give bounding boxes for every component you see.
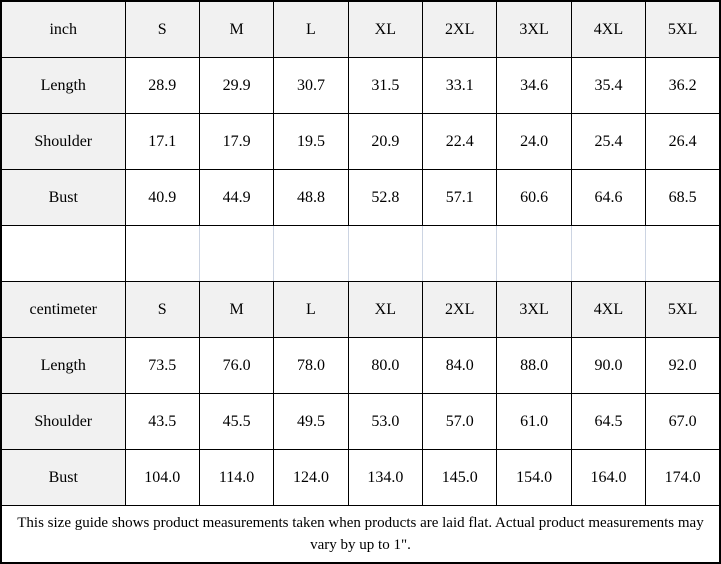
spacer-cell [125, 226, 199, 282]
measurement-value-cell: 57.0 [423, 394, 497, 450]
measurement-value-cell: 64.5 [571, 394, 645, 450]
measurement-value-cell: 49.5 [274, 394, 348, 450]
measurement-value-cell: 78.0 [274, 338, 348, 394]
measurement-row [1, 450, 720, 506]
measurement-value-cell: 53.0 [348, 394, 422, 450]
measurement-value-cell: 57.1 [423, 170, 497, 226]
size-table-body [1, 1, 720, 563]
measurement-value-cell: 90.0 [571, 338, 645, 394]
measurement-value-cell: 33.1 [423, 58, 497, 114]
measurement-value-cell: 76.0 [199, 338, 273, 394]
spacer-cell [497, 226, 571, 282]
measurement-row [1, 58, 720, 114]
measurement-value-cell: 80.0 [348, 338, 422, 394]
measurement-value-cell: 67.0 [646, 394, 720, 450]
spacer-cell [571, 226, 645, 282]
size-header-cell: 2XL [423, 282, 497, 338]
spacer-cell [423, 226, 497, 282]
measurement-value-cell: 26.4 [646, 114, 720, 170]
size-header-cell: 3XL [497, 1, 571, 58]
measurement-value-cell: 164.0 [571, 450, 645, 506]
measurement-value-cell: 29.9 [199, 58, 273, 114]
measurement-value-cell: 20.9 [348, 114, 422, 170]
measurement-value-cell: 114.0 [199, 450, 273, 506]
size-header-cell: XL [348, 1, 422, 58]
measurement-value-cell: 19.5 [274, 114, 348, 170]
measurement-value-cell: 24.0 [497, 114, 571, 170]
size-header-cell: M [199, 1, 273, 58]
measurement-value-cell: 34.6 [497, 58, 571, 114]
measurement-value-cell: 17.1 [125, 114, 199, 170]
unit-label-cell: inch [1, 1, 125, 58]
measurement-value-cell: 25.4 [571, 114, 645, 170]
measurement-value-cell: 134.0 [348, 450, 422, 506]
measurement-value-cell: 17.9 [199, 114, 273, 170]
measurement-value-cell: 60.6 [497, 170, 571, 226]
measurement-value-cell: 31.5 [348, 58, 422, 114]
measurement-row [1, 114, 720, 170]
size-header-cell: 4XL [571, 1, 645, 58]
unit-label-cell: centimeter [1, 282, 125, 338]
measurement-value-cell: 154.0 [497, 450, 571, 506]
measurement-value-cell: 92.0 [646, 338, 720, 394]
measurement-value-cell: 35.4 [571, 58, 645, 114]
measurement-label-cell: Shoulder [1, 394, 125, 450]
spacer-cell [274, 226, 348, 282]
measurement-row [1, 394, 720, 450]
measurement-value-cell: 145.0 [423, 450, 497, 506]
measurement-value-cell: 174.0 [646, 450, 720, 506]
measurement-value-cell: 61.0 [497, 394, 571, 450]
measurement-label-cell: Length [1, 338, 125, 394]
measurement-row [1, 338, 720, 394]
measurement-value-cell: 68.5 [646, 170, 720, 226]
spacer-cell [1, 226, 125, 282]
measurement-value-cell: 30.7 [274, 58, 348, 114]
measurement-value-cell: 88.0 [497, 338, 571, 394]
unit-header-row [1, 1, 720, 58]
measurement-label-cell: Bust [1, 450, 125, 506]
measurement-value-cell: 22.4 [423, 114, 497, 170]
measurement-value-cell: 48.8 [274, 170, 348, 226]
size-header-cell: L [274, 282, 348, 338]
measurement-value-cell: 73.5 [125, 338, 199, 394]
measurement-label-cell: Length [1, 58, 125, 114]
unit-header-row [1, 282, 720, 338]
measurement-label-cell: Bust [1, 170, 125, 226]
size-header-cell: 2XL [423, 1, 497, 58]
measurement-value-cell: 52.8 [348, 170, 422, 226]
size-header-cell: L [274, 1, 348, 58]
spacer-row [1, 226, 720, 282]
size-header-cell: 5XL [646, 282, 720, 338]
measurement-value-cell: 28.9 [125, 58, 199, 114]
spacer-cell [646, 226, 720, 282]
measurement-value-cell: 43.5 [125, 394, 199, 450]
measurement-label-cell: Shoulder [1, 114, 125, 170]
measurement-value-cell: 44.9 [199, 170, 273, 226]
size-header-cell: S [125, 1, 199, 58]
size-header-cell: S [125, 282, 199, 338]
measurement-value-cell: 64.6 [571, 170, 645, 226]
size-header-cell: 4XL [571, 282, 645, 338]
measurement-value-cell: 45.5 [199, 394, 273, 450]
measurement-value-cell: 124.0 [274, 450, 348, 506]
measurement-value-cell: 84.0 [423, 338, 497, 394]
size-header-cell: XL [348, 282, 422, 338]
size-header-cell: M [199, 282, 273, 338]
size-header-cell: 3XL [497, 282, 571, 338]
measurement-value-cell: 36.2 [646, 58, 720, 114]
size-guide-footnote: This size guide shows product measurements taken when products are laid flat. Actual product measurements may vary by up to 1". [1, 506, 720, 564]
size-header-cell: 5XL [646, 1, 720, 58]
measurement-row [1, 170, 720, 226]
measurement-value-cell: 40.9 [125, 170, 199, 226]
measurement-value-cell: 104.0 [125, 450, 199, 506]
spacer-cell [348, 226, 422, 282]
footnote-row [1, 506, 720, 564]
spacer-cell [199, 226, 273, 282]
